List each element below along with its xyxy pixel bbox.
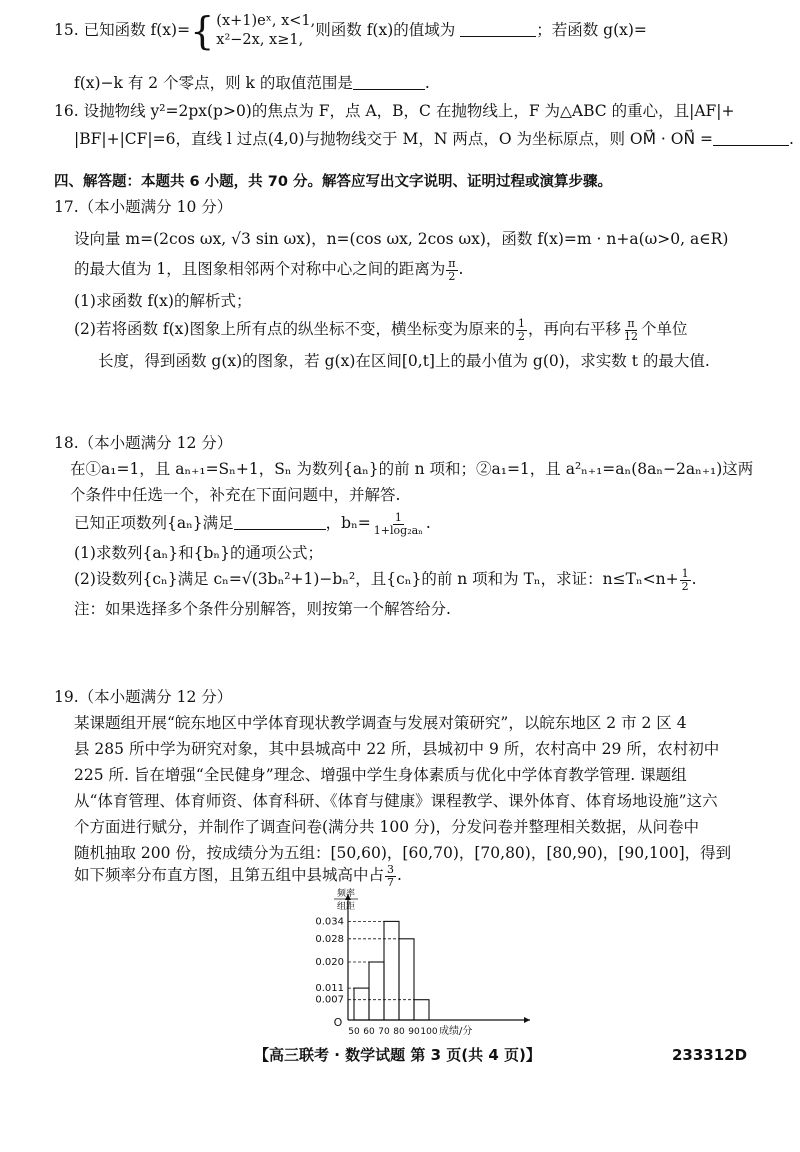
y-tick-label: 0.011	[315, 983, 344, 995]
q19-line5: 个方面进行赋分，并制作了调查问卷(满分共 100 分)，分发问卷并整理相关数据，从问卷中	[74, 818, 700, 836]
histogram-bar	[369, 962, 384, 1020]
case-2: x²−2x, x≥1,	[216, 32, 304, 48]
x-tick-label: 80	[393, 1027, 405, 1037]
q18-line2: 个条件中任选一个，补充在下面问题中，并解答.	[70, 486, 401, 504]
fraction: $\frac{1}{2}$	[681, 567, 689, 593]
q18-part2: (2)设数列{cₙ}满足 cₙ=√(3bₙ²+1)−bₙ²，且{cₙ}的前 n 项和为 Tₙ，求证：n≤Tₙ<n+ $\frac{1}{2}$ .	[74, 567, 697, 593]
q17-line2: 的最大值为 1，且图象相邻两个对称中心之间的距离为 $\frac{\pi}{2}$ .	[74, 257, 464, 283]
q15-post: ；若函数 g(x)=	[536, 21, 647, 39]
case-1: (x+1)eˣ, x<1,	[216, 13, 316, 30]
answer-blank[interactable]	[713, 131, 789, 146]
q18-header: 18.（本小题满分 12 分）	[54, 434, 233, 452]
q19-line2: 县 285 所中学为研究对象，其中县城高中 22 所，县城初中 9 所，农村高中 29 所，农村初中	[74, 740, 720, 758]
q17-header: 17.（本小题满分 10 分）	[54, 198, 233, 216]
answer-blank[interactable]	[234, 515, 326, 530]
fraction: $\frac{1}{\text{1+log₂aₙ}}$	[373, 511, 423, 537]
section-title: 四、解答题：本题共 6 小题，共 70 分。解答应写出文字说明、证明过程或演算步骤。	[54, 174, 612, 190]
histogram-bar	[354, 988, 369, 1020]
x-tick-label: 90	[408, 1027, 420, 1037]
y-label-top: 频率	[336, 889, 356, 899]
y-tick-label: 0.034	[315, 916, 344, 928]
piecewise-function: { (x+1)eˣ, x<1, x²−2x, x≥1,	[190, 9, 316, 53]
q15-number: 15.	[54, 21, 79, 39]
histogram-bar	[414, 1000, 429, 1020]
x-axis-arrow	[524, 1017, 530, 1023]
x-tick-label: 70	[378, 1027, 390, 1037]
fraction: $\frac{3}{7}$	[387, 863, 395, 889]
y-tick-label: 0.028	[315, 933, 344, 945]
q18-note: 注：如果选择多个条件分别解答，则按第一个解答给分.	[74, 600, 451, 618]
q17-part2-line2: 长度，得到函数 g(x)的图象，若 g(x)在区间[0,t]上的最小值为 g(0)，求实数 t 的最大值.	[98, 352, 710, 370]
q19-header: 19.（本小题满分 12 分）	[54, 688, 233, 706]
answer-blank[interactable]	[460, 22, 536, 37]
origin-label: O	[333, 1016, 343, 1029]
q18-line1: 在①a₁=1，且 aₙ₊₁=Sₙ+1，Sₙ 为数列{aₙ}的前 n 项和；②a₁=1，且 a²ₙ₊₁=aₙ(8aₙ−2aₙ₊₁)这两	[70, 460, 754, 478]
q16-line1: 16. 设抛物线 y²=2px(p>0)的焦点为 F，点 A，B，C 在抛物线上，F 为△ABC 的重心，且|AF|+	[54, 102, 735, 120]
x-tick-label: 100	[420, 1027, 438, 1037]
q19-line1: 某课题组开展“皖东地区中学体育现状教学调查与发展对策研究”，以皖东地区 2 市 2 区 4	[74, 714, 687, 732]
q17-part1: (1)求函数 f(x)的解析式；	[74, 292, 252, 310]
q17-part2: (2)若将函数 f(x)图象上所有点的纵坐标不变，横坐标变为原来的 $\frac{1}{2}$ ，再向右平移 $\frac{\pi}{12}$ 个单位	[74, 317, 688, 343]
x-axis-label: 成绩/分	[439, 1026, 473, 1037]
histogram-bar	[384, 921, 399, 1020]
answer-blank[interactable]	[353, 75, 425, 90]
q19-line7: 如下频率分布直方图，且第五组中县城高中占 $\frac{3}{7}$ .	[74, 863, 402, 889]
q18-part1: (1)求数列{aₙ}和{bₙ}的通项公式；	[74, 544, 323, 562]
histogram-bar	[399, 939, 414, 1020]
q19-line3: 225 所. 旨在增强“全民健身”理念、增强中学生身体素质与优化中学体育教学管理. 课题组	[74, 766, 687, 784]
q15-line2: f(x)−k 有 2 个零点，则 k 的取值范围是 .	[74, 74, 430, 92]
q19-line4: 从“体育管理、体育师资、体育科研、《体育与健康》课程教学、课外体育、体育场地设施”这六	[74, 792, 718, 810]
q18-line3: 已知正项数列{aₙ}满足 ，bₙ= $\frac{1}{\text{1+log₂aₙ}}$ .	[74, 511, 431, 537]
fraction: $\frac{\pi}{12}$	[623, 317, 638, 343]
frequency-histogram	[290, 882, 550, 1042]
y-label-bottom: 组距	[336, 902, 356, 912]
footer-right: 233312D	[672, 1046, 748, 1064]
q15-pre: 已知函数 f(x)=	[83, 21, 191, 39]
q17-line1: 设向量 m=(2cos ωx, √3 sin ωx)，n=(cos ωx, 2cos ωx)，函数 f(x)=m · n+a(ω>0, a∈R)	[74, 230, 729, 248]
q19-line6: 随机抽取 200 份，按成绩分为五组：[50,60)，[60,70)，[70,80)，[80,90)，[90,100]，得到	[74, 844, 732, 862]
footer-left: 【高三联考 · 数学试题 第 3 页(共 4 页)】	[254, 1046, 541, 1064]
x-tick-label: 50	[348, 1027, 360, 1037]
q16-line2: |BF|+|CF|=6，直线 l 过点(4,0)与抛物线交于 M，N 两点，O 为坐标原点，则 OM⃗ · ON⃗ = .	[74, 130, 794, 148]
fraction: $\frac{\pi}{2}$	[448, 257, 456, 283]
x-tick-label: 60	[363, 1027, 375, 1037]
fraction: $\frac{1}{2}$	[517, 317, 525, 343]
q15-line1	[54, 9, 647, 53]
y-tick-label: 0.020	[315, 957, 344, 968]
q15-mid: 则函数 f(x)的值域为	[315, 21, 456, 39]
y-tick-label: 0.007	[315, 994, 344, 1006]
